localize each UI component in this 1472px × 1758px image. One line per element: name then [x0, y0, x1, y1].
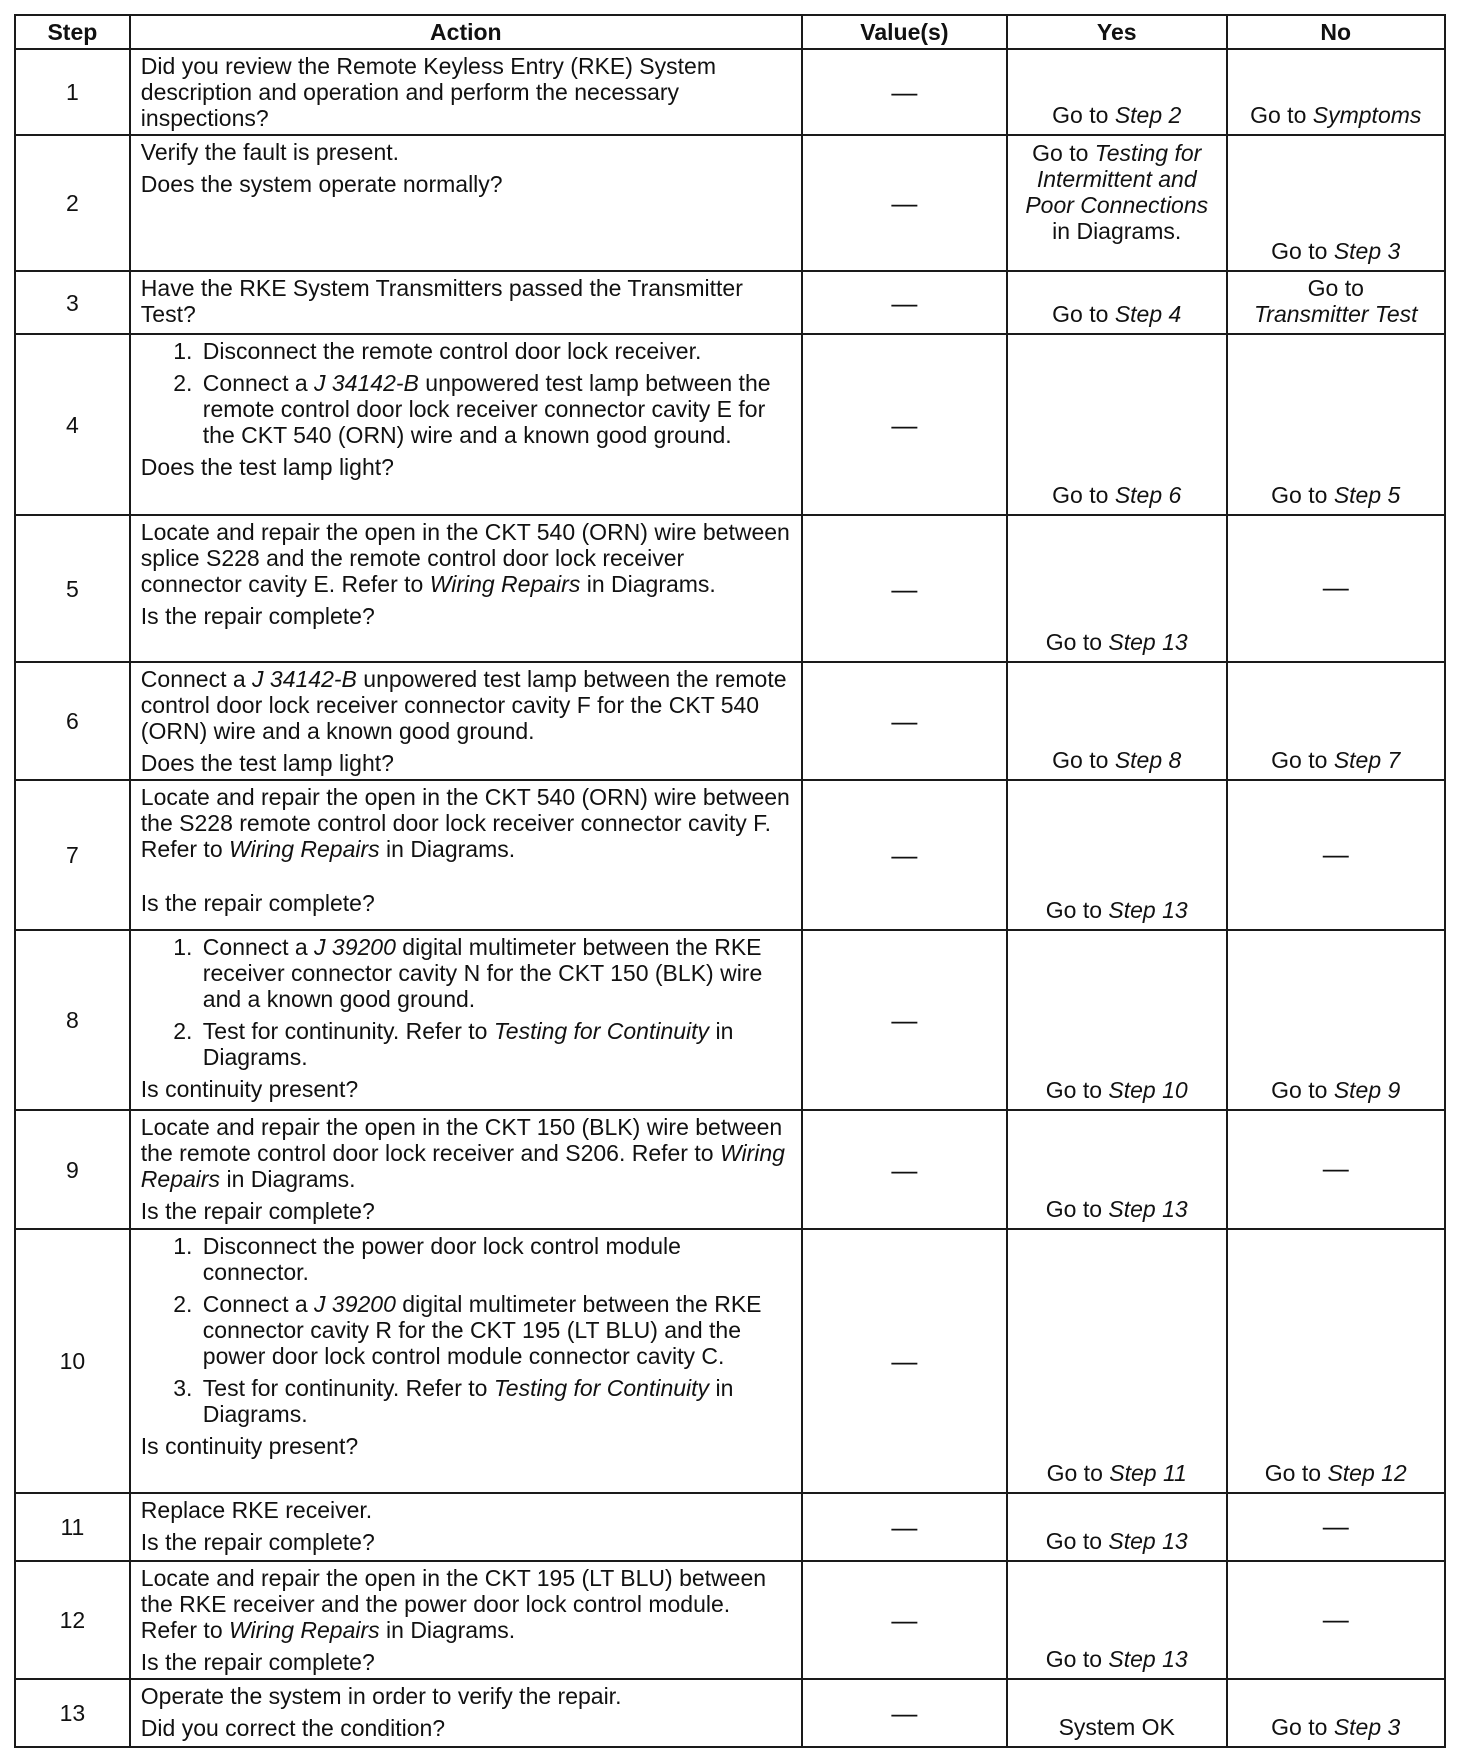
- action-question: Does the test lamp light?: [140, 750, 394, 776]
- action-cell: [130, 1493, 802, 1561]
- action-question: Does the test lamp light?: [140, 454, 394, 480]
- no-prefix: Go to: [1271, 747, 1334, 773]
- no-cell: —: [1227, 1561, 1445, 1679]
- action-text-part: in Diagrams.: [220, 1166, 356, 1192]
- action-list: [141, 338, 791, 448]
- yes-prefix: Go to: [1046, 1460, 1110, 1486]
- step-number: 9: [15, 1110, 130, 1229]
- table-row: [15, 1110, 1445, 1229]
- step-number: 13: [15, 1679, 130, 1747]
- action-cell: [130, 334, 802, 515]
- no-cell: —: [1227, 780, 1445, 930]
- doc-reference: Testing for Continuity: [493, 1375, 710, 1401]
- action-list-item: [199, 1018, 791, 1070]
- yes-cell: [1007, 271, 1227, 334]
- value-cell: —: [802, 662, 1007, 780]
- action-cell: [130, 662, 802, 780]
- no-prefix: Go to: [1264, 1460, 1328, 1486]
- yes-reference: Step 2: [1114, 102, 1182, 128]
- no-reference: Step 9: [1333, 1077, 1401, 1103]
- action-text-part: unpowered test lamp between the remote control door lock receiver connector cavity F for the CKT 540 (ORN) wire and a known good ground.: [140, 666, 787, 744]
- no-cell: [1227, 662, 1445, 780]
- no-cell: [1227, 334, 1445, 515]
- yes-reference: Step 8: [1114, 747, 1182, 773]
- yes-cell: [1007, 930, 1227, 1110]
- action-text-part: in Diagrams.: [379, 1617, 516, 1643]
- action-question: Is the repair complete?: [140, 603, 375, 629]
- action-text-part: Locate and repair the open in the CKT 150 (BLK) wire between the remote control door lock receiver and S206. Refer to: [140, 1114, 783, 1166]
- yes-reference: Step 13: [1108, 1528, 1188, 1554]
- value-cell: —: [802, 135, 1007, 271]
- tool-reference: J 39200: [314, 934, 396, 960]
- action-cell: [130, 1229, 802, 1493]
- action-cell: [130, 780, 802, 930]
- action-text-part: Locate and repair the open in the CKT 540 (ORN) wire between splice S228 and the remote control door lock receiver connector cavity E. Refer to: [140, 519, 790, 597]
- yes-prefix: Go to: [1045, 1646, 1109, 1672]
- yes-reference: Step 13: [1108, 1646, 1188, 1672]
- step-number: 1: [15, 49, 130, 135]
- yes-prefix: Go to: [1045, 1196, 1109, 1222]
- step-number: 11: [15, 1493, 130, 1561]
- no-cell: [1227, 1229, 1445, 1493]
- value-cell: —: [802, 1493, 1007, 1561]
- no-cell: [1227, 930, 1445, 1110]
- step-number: 7: [15, 780, 130, 930]
- table-row: [15, 780, 1445, 930]
- table-row: [15, 49, 1445, 135]
- yes-cell: [1007, 49, 1227, 135]
- value-cell: —: [802, 515, 1007, 662]
- yes-cell: [1007, 1110, 1227, 1229]
- no-reference: Step 5: [1333, 482, 1401, 508]
- header-yes: Yes: [1007, 15, 1227, 49]
- step-number: 4: [15, 334, 130, 515]
- action-text: Did you review the Remote Keyless Entry (RKE) System description and operation and perform the necessary inspections?: [140, 53, 716, 131]
- yes-cell: [1007, 1493, 1227, 1561]
- doc-reference: Wiring Repairs: [229, 836, 380, 862]
- action-text: [141, 784, 791, 862]
- yes-cell: [1007, 1229, 1227, 1493]
- table-row: [15, 662, 1445, 780]
- no-cell: [1227, 271, 1445, 334]
- no-prefix: Go to: [1250, 102, 1313, 128]
- action-list-text: unpowered test lamp between the remote control door lock receiver connector cavity E for the CKT 540 (ORN) wire and a known good ground.: [202, 370, 771, 448]
- tool-reference: J 34142-B: [314, 370, 419, 396]
- yes-prefix: Go to: [1052, 301, 1115, 327]
- action-question: Is the repair complete?: [140, 1198, 375, 1224]
- action-text: Operate the system in order to verify the repair.: [140, 1683, 622, 1709]
- action-list-item: [199, 338, 791, 364]
- yes-prefix: Go to: [1052, 747, 1115, 773]
- action-text-part: in Diagrams.: [580, 571, 716, 597]
- no-reference: Transmitter Test: [1253, 301, 1418, 327]
- action-text-part: in Diagrams.: [379, 836, 516, 862]
- action-list-text: Disconnect the remote control door lock receiver.: [202, 338, 702, 364]
- action-text: Have the RKE System Transmitters passed the Transmitter Test?: [140, 275, 743, 327]
- action-cell: [130, 1679, 802, 1747]
- action-question: Did you correct the condition?: [140, 1715, 446, 1741]
- yes-suffix: in Diagrams.: [1052, 218, 1182, 244]
- no-reference: Step 3: [1333, 238, 1401, 264]
- no-cell: —: [1227, 1493, 1445, 1561]
- yes-cell: [1007, 1561, 1227, 1679]
- action-text: Verify the fault is present.: [140, 139, 400, 165]
- value-cell: —: [802, 271, 1007, 334]
- action-cell: [130, 271, 802, 334]
- yes-reference: Step 4: [1114, 301, 1182, 327]
- yes-reference: Step 13: [1108, 1196, 1188, 1222]
- yes-reference: Step 11: [1109, 1460, 1187, 1486]
- action-list-text: Test for continunity. Refer to: [202, 1018, 494, 1044]
- yes-prefix: Go to: [1045, 1077, 1109, 1103]
- action-text: [141, 1565, 791, 1643]
- action-list-text: Test for continunity. Refer to: [202, 1375, 494, 1401]
- step-number: 2: [15, 135, 130, 271]
- step-number: 6: [15, 662, 130, 780]
- tool-reference: J 39200: [314, 1291, 396, 1317]
- no-cell: [1227, 1679, 1445, 1747]
- yes-prefix: Go to: [1045, 1528, 1109, 1554]
- action-cell: [130, 930, 802, 1110]
- doc-reference: Wiring Repairs: [140, 1140, 785, 1192]
- action-cell: [130, 1110, 802, 1229]
- step-number: 10: [15, 1229, 130, 1493]
- no-reference: Step 7: [1333, 747, 1401, 773]
- action-question: Is continuity present?: [140, 1076, 359, 1102]
- action-list-text: digital multimeter between the RKE receiver connector cavity N for the CKT 150 (BLK) wire and a known good ground.: [202, 934, 763, 1012]
- value-cell: —: [802, 780, 1007, 930]
- header-row: [15, 15, 1445, 49]
- doc-reference: Wiring Repairs: [229, 1617, 380, 1643]
- yes-cell: [1007, 135, 1227, 271]
- action-list-item: [199, 370, 791, 448]
- yes-prefix: Go to: [1032, 140, 1095, 166]
- action-list-text: Disconnect the power door lock control module connector.: [202, 1233, 681, 1285]
- action-cell: [130, 49, 802, 135]
- diagnostic-table: [14, 14, 1446, 1748]
- no-reference: Step 12: [1327, 1460, 1407, 1486]
- action-question: Is the repair complete?: [140, 1529, 375, 1555]
- yes-reference: Step 6: [1114, 482, 1182, 508]
- action-text-part: Connect a: [140, 666, 253, 692]
- value-cell: —: [802, 1561, 1007, 1679]
- action-question: Is the repair complete?: [140, 1649, 375, 1675]
- action-list-text: Connect a: [202, 370, 315, 396]
- no-prefix: Go to: [1271, 482, 1334, 508]
- table-row: [15, 1229, 1445, 1493]
- yes-prefix: Go to: [1045, 629, 1109, 655]
- no-reference: Step 3: [1333, 1714, 1401, 1740]
- yes-reference: Testing for Intermittent and Poor Connections: [1025, 140, 1209, 218]
- action-list-item: [199, 934, 791, 1012]
- action-question: Is the repair complete?: [140, 890, 375, 916]
- table-row: [15, 1561, 1445, 1679]
- no-cell: —: [1227, 515, 1445, 662]
- yes-cell: [1007, 515, 1227, 662]
- header-action: Action: [130, 15, 802, 49]
- action-text: [141, 666, 791, 744]
- yes-cell: [1007, 662, 1227, 780]
- value-cell: —: [802, 1110, 1007, 1229]
- no-cell: [1227, 49, 1445, 135]
- action-text: [141, 1114, 791, 1192]
- action-list-text: Connect a: [202, 934, 315, 960]
- value-cell: —: [802, 1679, 1007, 1747]
- no-prefix: Go to: [1271, 1077, 1334, 1103]
- doc-reference: Wiring Repairs: [429, 571, 581, 597]
- no-prefix: Go to: [1307, 275, 1364, 301]
- no-prefix: Go to: [1271, 1714, 1334, 1740]
- action-text-part: Locate and repair the open in the CKT 195 (LT BLU) between the RKE receiver and the power door lock control module. Refer to: [140, 1565, 767, 1643]
- table-row: [15, 334, 1445, 515]
- no-reference: Symptoms: [1312, 102, 1422, 128]
- yes-cell: [1007, 334, 1227, 515]
- no-cell: [1227, 135, 1445, 271]
- table-row: [15, 271, 1445, 334]
- table-row: [15, 1679, 1445, 1747]
- action-list-item: [199, 1291, 791, 1369]
- action-list-text: Connect a: [202, 1291, 315, 1317]
- action-list: [141, 1233, 791, 1427]
- yes-reference: Step 10: [1108, 1077, 1188, 1103]
- action-text: Replace RKE receiver.: [140, 1497, 373, 1523]
- action-question: Does the system operate normally?: [140, 171, 503, 197]
- action-list-text: in Diagrams.: [202, 1018, 734, 1070]
- value-cell: —: [802, 334, 1007, 515]
- action-question: Is continuity present?: [140, 1433, 359, 1459]
- yes-reference: Step 13: [1108, 897, 1188, 923]
- yes-prefix: Go to: [1052, 102, 1115, 128]
- header-values: Value(s): [802, 15, 1007, 49]
- action-list-text: in Diagrams.: [202, 1375, 734, 1427]
- value-cell: —: [802, 930, 1007, 1110]
- header-no: No: [1227, 15, 1445, 49]
- action-text-part: Locate and repair the open in the CKT 540 (ORN) wire between the S228 remote control door lock receiver connector cavity F. Refer to: [140, 784, 790, 862]
- value-cell: —: [802, 1229, 1007, 1493]
- header-step: Step: [15, 15, 130, 49]
- doc-reference: Testing for Continuity: [493, 1018, 710, 1044]
- no-cell: —: [1227, 1110, 1445, 1229]
- yes-prefix: Go to: [1052, 482, 1115, 508]
- yes-reference: Step 13: [1108, 629, 1188, 655]
- step-number: 3: [15, 271, 130, 334]
- table-row: [15, 515, 1445, 662]
- no-prefix: Go to: [1271, 238, 1334, 264]
- yes-prefix: Go to: [1045, 897, 1109, 923]
- action-list-item: [199, 1233, 791, 1285]
- action-list-text: digital multimeter between the RKE connector cavity R for the CKT 195 (LT BLU) and the power door lock control module connector cavity C.: [202, 1291, 762, 1369]
- action-cell: [130, 135, 802, 271]
- table-row: [15, 135, 1445, 271]
- action-cell: [130, 1561, 802, 1679]
- step-number: 12: [15, 1561, 130, 1679]
- action-list-item: [199, 1375, 791, 1427]
- step-number: 5: [15, 515, 130, 662]
- table-row: [15, 1493, 1445, 1561]
- yes-cell: System OK: [1007, 1679, 1227, 1747]
- tool-reference: J 34142-B: [252, 666, 357, 692]
- action-text: [141, 519, 791, 597]
- table-row: [15, 930, 1445, 1110]
- yes-cell: [1007, 780, 1227, 930]
- value-cell: —: [802, 49, 1007, 135]
- action-cell: [130, 515, 802, 662]
- step-number: 8: [15, 930, 130, 1110]
- diagnostic-table-sheet: [14, 14, 1446, 1744]
- action-list: [141, 934, 791, 1070]
